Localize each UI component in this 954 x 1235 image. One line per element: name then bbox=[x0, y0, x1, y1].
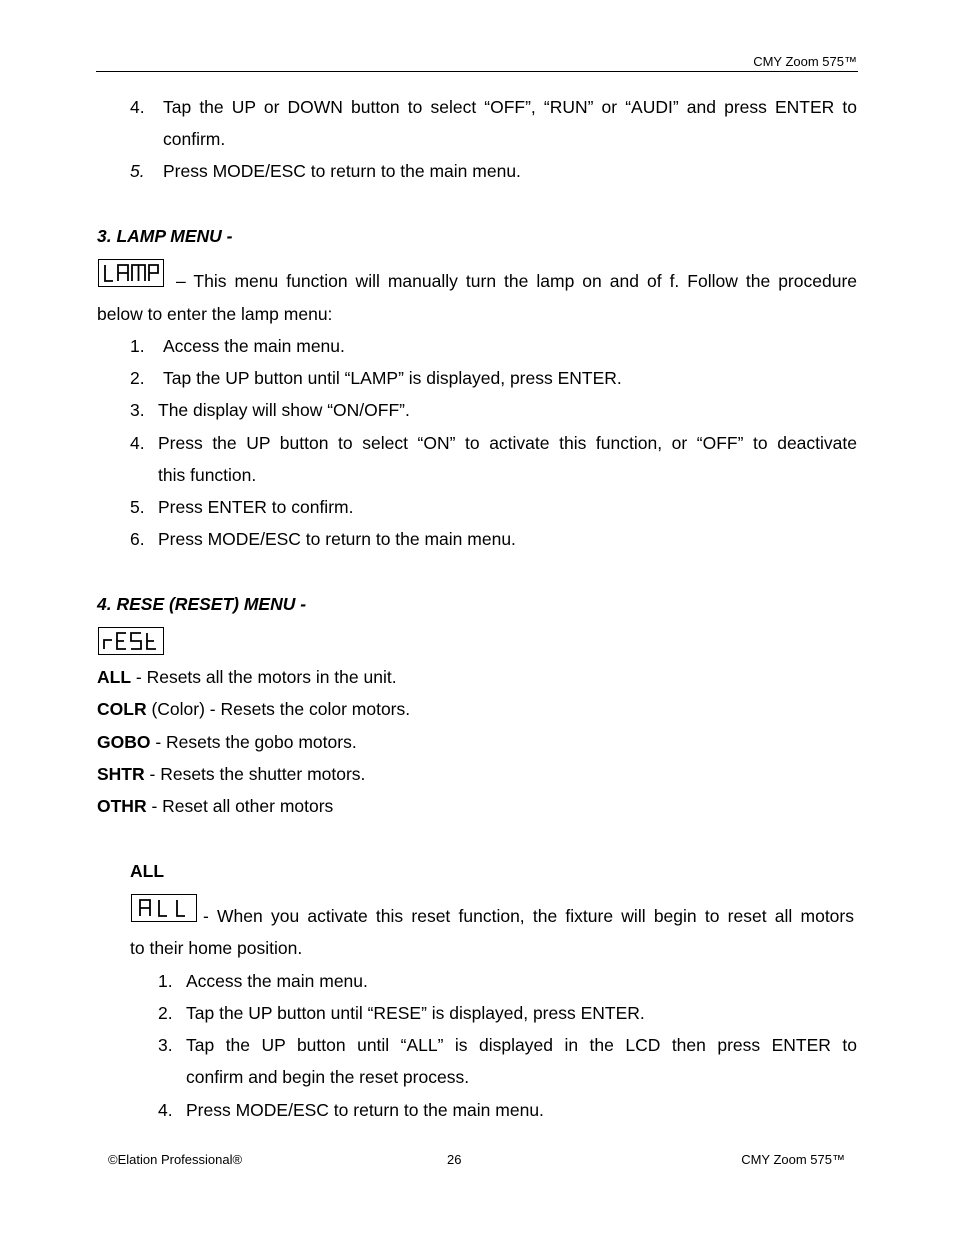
option-desc: (Color) - Resets the color motors. bbox=[146, 699, 411, 719]
lamp-description-continued: below to enter the lamp menu: bbox=[97, 304, 333, 324]
step-text: Tap the UP button until “LAMP” is displayed, press ENTER. bbox=[163, 368, 622, 388]
step-text: Access the main menu. bbox=[186, 971, 368, 991]
option-desc: - Reset all other motors bbox=[146, 796, 334, 816]
all-description-continued: to their home position. bbox=[130, 938, 303, 958]
step-number: 3. bbox=[130, 400, 145, 420]
reset-option-colr bbox=[97, 693, 410, 725]
reset-option-gobo bbox=[97, 726, 357, 758]
lcd-display-reset bbox=[98, 627, 164, 655]
step-number: 6. bbox=[130, 529, 145, 549]
step-text: Tap the UP button until “RESE” is displayed, press ENTER. bbox=[186, 1003, 645, 1023]
step-number: 1. bbox=[130, 336, 145, 356]
step-text: Press MODE/ESC to return to the main menu. bbox=[186, 1100, 544, 1120]
step-number: 5. bbox=[130, 161, 145, 181]
step-text: Tap the UP or DOWN button to select “OFF”, “RUN” or “AUDI” and press ENTER to bbox=[163, 97, 857, 117]
step-number: 4. bbox=[158, 1100, 173, 1120]
step-number: 2. bbox=[130, 368, 145, 388]
lamp-description: – This menu function will manually turn the lamp on and of f. Follow the procedure bbox=[176, 271, 857, 291]
reset-option-othr bbox=[97, 790, 333, 822]
running-header: CMY Zoom 575™ bbox=[753, 54, 857, 69]
step-text-continued: confirm and begin the reset process. bbox=[186, 1067, 470, 1087]
option-desc: - Resets the shutter motors. bbox=[144, 764, 366, 784]
reset-option-all bbox=[97, 661, 397, 693]
step-text: Press MODE/ESC to return to the main menu. bbox=[163, 161, 521, 181]
option-term: SHTR bbox=[97, 764, 145, 784]
option-term: ALL bbox=[97, 667, 132, 687]
option-desc: - Resets all the motors in the unit. bbox=[131, 667, 397, 687]
lcd-display-all bbox=[131, 894, 197, 922]
option-term: OTHR bbox=[97, 796, 147, 816]
step-number: 1. bbox=[158, 971, 173, 991]
option-term: COLR bbox=[97, 699, 147, 719]
section-heading-lamp-menu: 3. LAMP MENU - bbox=[97, 226, 233, 246]
step-number: 2. bbox=[158, 1003, 173, 1023]
step-number: 4. bbox=[130, 97, 145, 117]
step-text: Press MODE/ESC to return to the main menu. bbox=[158, 529, 516, 549]
reset-option-shtr bbox=[97, 758, 365, 790]
step-number: 5. bbox=[130, 497, 145, 517]
lcd-display-lamp bbox=[98, 259, 164, 287]
option-term: GOBO bbox=[97, 732, 151, 752]
footer-page-number: 26 bbox=[447, 1152, 462, 1167]
step-text-continued: this function. bbox=[158, 465, 257, 485]
footer-copyright: ©Elation Professional® bbox=[108, 1152, 243, 1167]
step-number: 4. bbox=[130, 433, 145, 453]
footer-title: CMY Zoom 575™ bbox=[741, 1152, 845, 1167]
step-text: Tap the UP button until “ALL” is displayed in the LCD then press ENTER to bbox=[186, 1035, 857, 1055]
option-desc: - Resets the gobo motors. bbox=[150, 732, 357, 752]
step-text: The display will show “ON/OFF”. bbox=[158, 400, 410, 420]
step-text-continued: confirm. bbox=[163, 129, 226, 149]
step-text: Press the UP button to select “ON” to activate this function, or “OFF” to deactivate bbox=[158, 433, 857, 453]
step-number: 3. bbox=[158, 1035, 173, 1055]
section-heading-reset-menu: 4. RESE (RESET) MENU - bbox=[97, 594, 307, 614]
step-text: Access the main menu. bbox=[163, 336, 345, 356]
header-rule bbox=[96, 71, 858, 72]
all-description: - When you activate this reset function, the fixture will begin to reset all motors bbox=[203, 906, 854, 926]
subsection-heading-all: ALL bbox=[130, 861, 165, 881]
step-text: Press ENTER to confirm. bbox=[158, 497, 354, 517]
